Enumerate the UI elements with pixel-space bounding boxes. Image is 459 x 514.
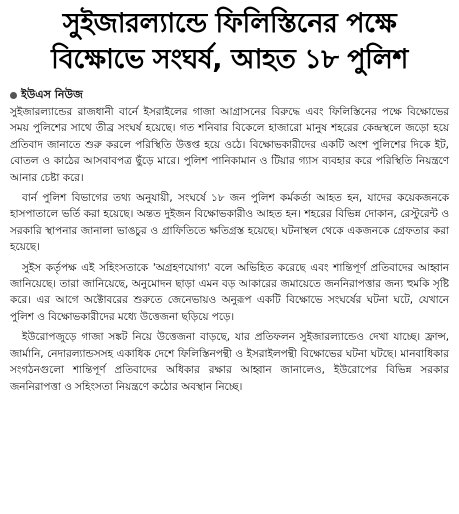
article-body xyxy=(10,104,449,395)
headline-line-1: সুইজারল্যান্ডে ফিলিস্তিনের পক্ষে xyxy=(62,8,397,39)
paragraph: ইউরোপজুড়ে গাজা সঙ্কট নিয়ে উত্তেজনা বাড়ছে, যার প্রতিফলন সুইজারল্যান্ডেও দেখা যাচ্ছে। ফ্রান্স, জার্মানি, নেদারল্যান্ডসসহ একাধিক দেশে ফিলিস্তিনপন্থী ও ইসরাইলপন্থী বিক্ষোভের ঘটনা ঘটছে। মানবাধিকার সংগঠনগুলো শান্তিপূর্ণ প্রতিবাদের অধিকার রক্ষার আহ্বান জানালেও, ইউরোপের বিভিন্ন সরকার জননিরাপত্তা ও সহিংসতা নিয়ন্ত্রণে কঠোর অবস্থান নিচ্ছে। xyxy=(10,331,449,393)
bullet-icon xyxy=(10,92,17,99)
headline xyxy=(10,6,449,78)
headline-line-2: বিক্ষোভে সংঘর্ষ, আহত ১৮ পুলিশ xyxy=(51,44,408,75)
paragraph: বার্ন পুলিশ বিভাগের তথ্য অনুযায়ী, সংঘর্ষে ১৮ জন পুলিশ কর্মকর্তা আহত হন, যাদের কয়েকজনকে হাসপাতালে ভর্তি করা হয়েছে। অন্তত দুইজন বিক্ষোভকারীও আহত হন। শহরের বিভিন্ন দোকান, রেস্টুরেন্ট ও সরকারি স্থাপনার জানালা ভাঙচুর ও গ্রাফিতিতে ক্ষতিগ্রস্ত হয়েছে। ঘটনাস্থল থেকে একজনকে গ্রেফতার করা হয়েছে। xyxy=(10,192,449,254)
paragraph: সুইস কর্তৃপক্ষ এই সহিংসতাকে 'অগ্রহণযোগ্য' বলে অভিহিত করেছে এবং শান্তিপূর্ণ প্রতিবাদের আহ্বান জানিয়েছে। তারা জানিয়েছে, অনুমোদন ছাড়া এমন বড় আকারের জমায়েতে জননিরাপত্তার জন্য হুমকি সৃষ্টি করে। এর আগে অক্টোবরের শুরুতে জেনেভায়ও অনুরূপ একটি বিক্ষোভে সংঘর্ষের ঘটনা ঘটে, যেখানে পুলিশ ও বিক্ষোভকারীদের মধ্যে উত্তেজনা ছড়িয়ে পড়ে। xyxy=(10,261,449,323)
byline xyxy=(10,88,449,102)
byline-source: ইউএস নিউজ xyxy=(21,87,83,101)
paragraph: সুইজারল্যান্ডের রাজধানী বার্নে ইসরাইলের গাজা আগ্রাসনের বিরুদ্ধে এবং ফিলিস্তিনের পক্ষে বিক্ষোভের সময় পুলিশের সাথে তীব্র সংঘর্ষ হয়েছে। গত শনিবার বিকেলে হাজারো মানুষ শহরের কেন্দ্রস্থলে জড়ো হয়ে প্রতিবাদ জানাতে শুরু করলে পরিস্থিতি উত্তপ্ত হয়ে ওঠে। বিক্ষোভকারীদের একটি অংশ পুলিশের দিকে ইট, বোতল ও কাঠের আসবাবপত্র ছুঁড়ে মারে। পুলিশ পানিকামান ও টিয়ার গ্যাস ব্যবহার করে পরিস্থিতি নিয়ন্ত্রণে আনার চেষ্টা করে। xyxy=(10,106,449,184)
